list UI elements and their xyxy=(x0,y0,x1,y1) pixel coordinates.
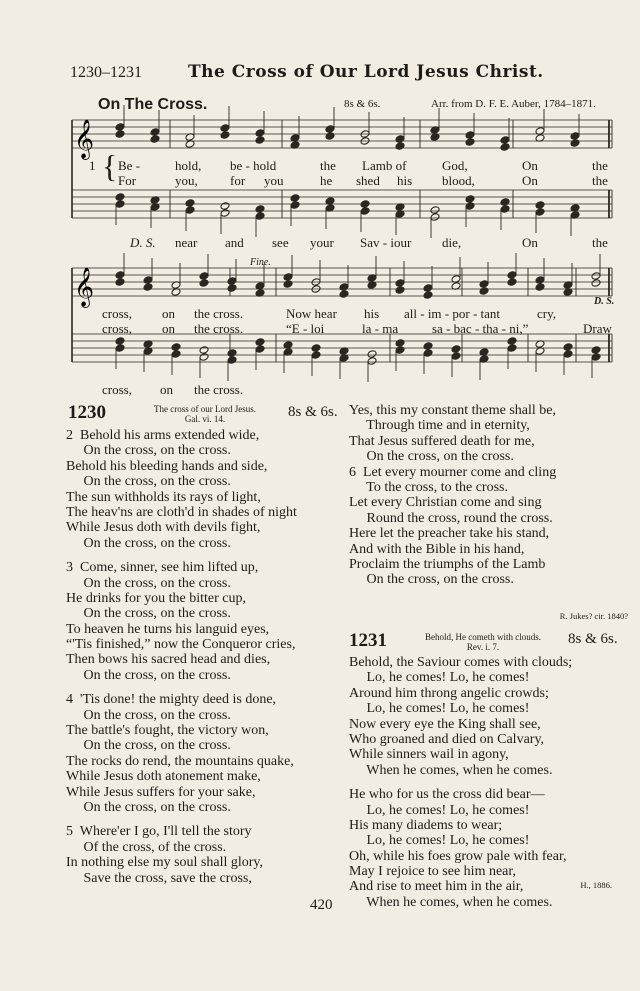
hymn-1230-left-column xyxy=(66,427,297,885)
lyric-syllable: cross, xyxy=(102,382,132,397)
lyric-syllable: blood, xyxy=(442,173,475,188)
note-head xyxy=(283,280,293,289)
lyric-syllable: his xyxy=(364,306,380,321)
hymn-1230-left-line: The heav'ns are cloth'd in shades of night xyxy=(66,504,297,520)
lyric-syllable: his xyxy=(397,173,413,188)
hymn-1231-line: His many diadems to wear; xyxy=(349,817,503,833)
note-head xyxy=(500,205,510,214)
hymn-1231-line: While sinners wail in agony, xyxy=(349,747,509,763)
note-head xyxy=(535,208,545,217)
note-head xyxy=(535,276,545,285)
hymn-1230-left-line: On the cross, on the cross. xyxy=(66,606,231,622)
note-head xyxy=(563,350,573,359)
hymn-1230-left-line xyxy=(66,682,297,691)
note-head xyxy=(423,349,433,358)
note-head xyxy=(339,290,349,299)
hymn-1231-line: Now every eye the King shall see, xyxy=(349,716,541,732)
hymn-1231-line: Around him throng angelic crowds; xyxy=(349,685,549,701)
lyric-syllable: on xyxy=(160,382,173,397)
note-head xyxy=(479,287,489,296)
hymn-1230-right-line: Yes, this my constant theme shall be, xyxy=(349,403,557,418)
note-head xyxy=(143,276,153,285)
hymn-1231-line: Who groaned and died on Calvary, xyxy=(349,731,545,747)
note-head xyxy=(535,201,545,210)
hymn-1230-left-line: Behold his bleeding hands and side, xyxy=(66,458,268,474)
score-svg xyxy=(0,0,640,400)
note-head xyxy=(479,280,489,289)
lyric-syllable: on xyxy=(162,306,175,321)
hymn-numbers: 1230–1231 xyxy=(70,64,142,81)
note-head xyxy=(507,344,517,353)
note-head xyxy=(220,209,230,218)
lyric-syllable: For xyxy=(118,173,137,188)
tune-name: On The Cross. xyxy=(98,96,208,113)
lyric-syllable: the xyxy=(592,173,608,188)
lyric-syllable: sa - bac - tha - ni,” xyxy=(432,321,529,336)
hymn-1230-right-line: Proclaim the triumphs of the Lamb xyxy=(349,556,546,572)
lyric-syllable: all - im - por - tant xyxy=(404,306,501,321)
lyric-syllable: the cross. xyxy=(194,306,244,321)
note-head xyxy=(115,130,125,139)
hymn-1230-left-line: The sun withholds its rays of light, xyxy=(66,489,261,505)
hymn-1230-left-line: Of the cross, of the cross. xyxy=(66,839,227,855)
note-head xyxy=(199,346,209,355)
lyric-syllable: Draw xyxy=(583,321,612,336)
note-head xyxy=(591,279,601,288)
note-head xyxy=(199,272,209,281)
lyric-syllable: on xyxy=(162,321,175,336)
hymn-1230-right-column xyxy=(349,402,556,587)
hymn-1230-left-line: To heaven he turns his languid eyes, xyxy=(66,621,270,637)
note-head xyxy=(255,345,265,354)
lyric-syllable: the cross. xyxy=(194,382,244,397)
hymn-1231-line xyxy=(349,777,572,786)
note-head xyxy=(171,343,181,352)
hymn-1230-left-line: Save the cross, save the cross, xyxy=(66,870,252,886)
lyric-syllable: cross, xyxy=(102,321,132,336)
hymn-1230-left-line: 4 'Tis done! the mighty deed is done, xyxy=(66,692,277,708)
hymn-1230-left-line: On the cross, on the cross. xyxy=(66,575,231,591)
note-head xyxy=(115,271,125,280)
hymn-1230-left-line: Then bows his sacred head and dies, xyxy=(66,652,271,668)
note-head xyxy=(500,136,510,145)
note-head xyxy=(591,272,601,281)
note-head xyxy=(115,193,125,202)
tune-meter: 8s & 6s. xyxy=(344,98,381,110)
lyric-syllable: the xyxy=(592,158,608,173)
hymn-1230-right-line: On the cross, on the cross. xyxy=(349,572,514,588)
lyric-syllable: you xyxy=(264,173,284,188)
lyric-syllable: die, xyxy=(442,235,462,250)
lyric-syllable: Lamb of xyxy=(362,158,407,173)
lyric-syllable: he xyxy=(320,173,333,188)
note-head xyxy=(360,200,370,209)
hymn-1230-left-line: On the cross, on the cross. xyxy=(66,474,231,490)
lyric-syllable: “E - loi xyxy=(286,321,325,336)
hymn-1231-line: Lo, he comes! Lo, he comes! xyxy=(349,701,530,717)
note-head xyxy=(423,342,433,351)
note-head xyxy=(430,213,440,222)
note-head xyxy=(570,132,580,141)
hymn-1231-column xyxy=(349,654,572,909)
hymn-1230-left-line: “'Tis finished,” now the Conqueror cries, xyxy=(66,637,296,653)
note-head xyxy=(430,206,440,215)
note-head xyxy=(115,278,125,287)
note-head xyxy=(220,124,230,133)
note-head xyxy=(535,283,545,292)
note-head xyxy=(143,283,153,292)
hymn-1230-right-line: Round the cross, round the cross. xyxy=(349,510,553,526)
note-head xyxy=(115,123,125,132)
verse-number: 1 xyxy=(89,158,96,173)
ds-mark: D. S. xyxy=(594,296,615,307)
note-head xyxy=(115,337,125,346)
note-head xyxy=(395,286,405,295)
note-head xyxy=(171,350,181,359)
hymn-1230-left-line: On the cross, on the cross. xyxy=(66,738,231,754)
hymn-1230-left-line: 2 Behold his arms extended wide, xyxy=(66,428,260,443)
note-head xyxy=(367,350,377,359)
hymn-1231-line: May I rejoice to see him near, xyxy=(349,864,516,880)
lyric-syllable: hold, xyxy=(175,158,202,173)
lyric-syllable: near xyxy=(175,235,198,250)
hymn-1230-right-line: Let every Christian come and sing xyxy=(349,495,542,511)
lyric-syllable: shed xyxy=(356,173,380,188)
hymn-1230-left-line: The rocks do rend, the mountains quake, xyxy=(66,753,294,769)
hymn-1230-left-line: On the cross, on the cross. xyxy=(66,667,231,683)
note-head xyxy=(150,135,160,144)
note-head xyxy=(255,338,265,347)
note-head xyxy=(290,194,300,203)
hymn-1230-left-line: In nothing else my soul shall glory, xyxy=(66,855,264,871)
note-head xyxy=(339,283,349,292)
hymn-1231-subtitle: Behold, He cometh with clouds. Rev. i. 7. xyxy=(425,632,541,652)
treble-clef: 𝄞 xyxy=(74,119,95,159)
note-head xyxy=(115,200,125,209)
hymn-1230-credit: R. Jukes? cir. 1840? xyxy=(559,611,628,621)
note-head xyxy=(563,343,573,352)
note-head xyxy=(507,278,517,287)
hymn-1231-line: He who for us the cross did bear— xyxy=(349,787,545,803)
hymn-1231-line: When he comes, when he comes. xyxy=(349,762,553,778)
hymn-1230-left-line: On the cross, on the cross. xyxy=(66,707,231,723)
hymn-1230-right-line: On the cross, on the cross. xyxy=(349,449,514,465)
hymn-1231-line: Lo, he comes! Lo, he comes! xyxy=(349,833,530,849)
note-head xyxy=(255,212,265,221)
note-head xyxy=(227,284,237,293)
hymn-1230-left-line: On the cross, on the cross. xyxy=(66,535,231,551)
hymn-1230-left-line: The battle's fought, the victory won, xyxy=(66,723,269,739)
brace: { xyxy=(102,148,118,184)
lyric-syllable: la - ma xyxy=(362,321,399,336)
note-head xyxy=(311,344,321,353)
note-head xyxy=(227,349,237,358)
lyric-syllable: On xyxy=(522,158,538,173)
hymn-1231-line: Oh, while his foes grow pale with fear, xyxy=(349,848,567,864)
hymn-1231-line: Behold, the Saviour comes with clouds; xyxy=(349,655,573,670)
note-head xyxy=(395,339,405,348)
note-head xyxy=(507,271,517,280)
hymn-1231-line: Lo, he comes! Lo, he comes! xyxy=(349,802,530,818)
hymn-1230-number: 1230 xyxy=(68,402,106,423)
lyric-syllable: you, xyxy=(175,173,198,188)
lyric-syllable: be - hold xyxy=(230,158,277,173)
hymn-1230-left-line: On the cross, on the cross. xyxy=(66,443,231,459)
note-head xyxy=(255,205,265,214)
note-head xyxy=(570,139,580,148)
lyric-syllable: the xyxy=(320,158,336,173)
lyric-syllable: God, xyxy=(442,158,468,173)
hymn-1231-line: And rise to meet him in the air, xyxy=(349,879,524,895)
note-head xyxy=(465,131,475,140)
fine-mark: Fine. xyxy=(250,257,271,268)
note-head xyxy=(423,291,433,300)
hymn-1230-subtitle: The cross of our Lord Jesus. Gal. vi. 14. xyxy=(154,404,256,424)
note-head xyxy=(115,344,125,353)
lyric-syllable: On xyxy=(522,235,538,250)
hymn-1230-right-line: And with the Bible in his hand, xyxy=(349,541,525,557)
note-head xyxy=(227,277,237,286)
lyric-syllable: see xyxy=(272,235,289,250)
hymn-1231-line: When he comes, when he comes. xyxy=(349,894,553,910)
note-head xyxy=(185,206,195,215)
note-head xyxy=(199,353,209,362)
note-head xyxy=(283,273,293,282)
note-head xyxy=(325,132,335,141)
hymn-1230-right-line: Through time and in eternity, xyxy=(349,418,530,434)
music-score xyxy=(0,0,640,400)
hymn-1230-right-line: Here let the preacher take his stand, xyxy=(349,526,550,542)
hymn-1231-number: 1231 xyxy=(349,630,387,651)
hymn-1230-left-line: 3 Come, sinner, see him lifted up, xyxy=(66,560,259,576)
hymn-1230-left-line: While Jesus doth atonement make, xyxy=(66,769,261,785)
note-head xyxy=(591,346,601,355)
lyric-syllable: for xyxy=(230,173,246,188)
note-head xyxy=(199,279,209,288)
note-head xyxy=(465,202,475,211)
hymn-1230-right-line: That Jesus suffered death for me, xyxy=(349,433,535,449)
hymn-1230-right-line: 6 Let every mourner come and cling xyxy=(349,464,557,480)
note-head xyxy=(367,357,377,366)
note-head xyxy=(290,201,300,210)
treble-clef: 𝄞 xyxy=(74,267,95,307)
hymn-1230-left-line xyxy=(66,550,297,559)
note-head xyxy=(395,346,405,355)
hymn-1230-left-line: While Jesus doth with devils fight, xyxy=(66,520,261,536)
note-head xyxy=(465,138,475,147)
lyric-syllable: Sav - iour xyxy=(360,235,412,250)
lyric-syllable: Now hear xyxy=(286,306,337,321)
hymn-1230-left-line: On the cross, on the cross. xyxy=(66,799,231,815)
lyric-syllable: cross, xyxy=(102,306,132,321)
note-head xyxy=(465,195,475,204)
lyric-syllable: cry, xyxy=(537,306,557,321)
note-head xyxy=(227,356,237,365)
note-head xyxy=(423,284,433,293)
hymn-1230-meter: 8s & 6s. xyxy=(288,404,338,420)
note-head xyxy=(311,351,321,360)
lyric-syllable: your xyxy=(310,235,334,250)
hymn-1231-line: Lo, he comes! Lo, he comes! xyxy=(349,670,530,686)
note-head xyxy=(325,125,335,134)
hymn-1231-credit: H., 1886. xyxy=(580,880,612,890)
note-head xyxy=(220,131,230,140)
note-head xyxy=(255,136,265,145)
note-head xyxy=(185,199,195,208)
hymn-1230-right-line: To the cross, to the cross. xyxy=(349,479,508,495)
tune-arranger: Arr. from D. F. E. Auber, 1784–1871. xyxy=(431,98,596,110)
hymn-1230-left-line xyxy=(66,814,297,823)
lyric-syllable: D. S. xyxy=(130,235,156,250)
note-head xyxy=(395,279,405,288)
page-number: 420 xyxy=(310,897,333,913)
note-head xyxy=(220,202,230,211)
note-head xyxy=(591,353,601,362)
note-head xyxy=(507,337,517,346)
note-head xyxy=(360,207,370,216)
hymn-1231-meter: 8s & 6s. xyxy=(568,631,618,647)
note-head xyxy=(395,142,405,151)
note-head xyxy=(150,128,160,137)
page-title: The Cross of Our Lord Jesus Christ. xyxy=(188,62,544,82)
note-head xyxy=(500,198,510,207)
hymn-1230-left-line: He drinks for you the bitter cup, xyxy=(66,590,247,606)
lyric-syllable: On xyxy=(522,173,538,188)
lyric-syllable: the cross. xyxy=(194,321,244,336)
lyric-syllable: Be - xyxy=(118,158,141,173)
lyric-syllable: and xyxy=(225,235,244,250)
lyric-syllable: the xyxy=(592,235,608,250)
hymn-1230-left-line: 5 Where'er I go, I'll tell the story xyxy=(66,824,252,840)
note-head xyxy=(451,352,461,361)
note-head xyxy=(451,345,461,354)
hymn-1230-left-line: While Jesus suffers for your sake, xyxy=(66,784,256,800)
note-head xyxy=(500,143,510,152)
note-head xyxy=(255,129,265,138)
note-head xyxy=(395,135,405,144)
